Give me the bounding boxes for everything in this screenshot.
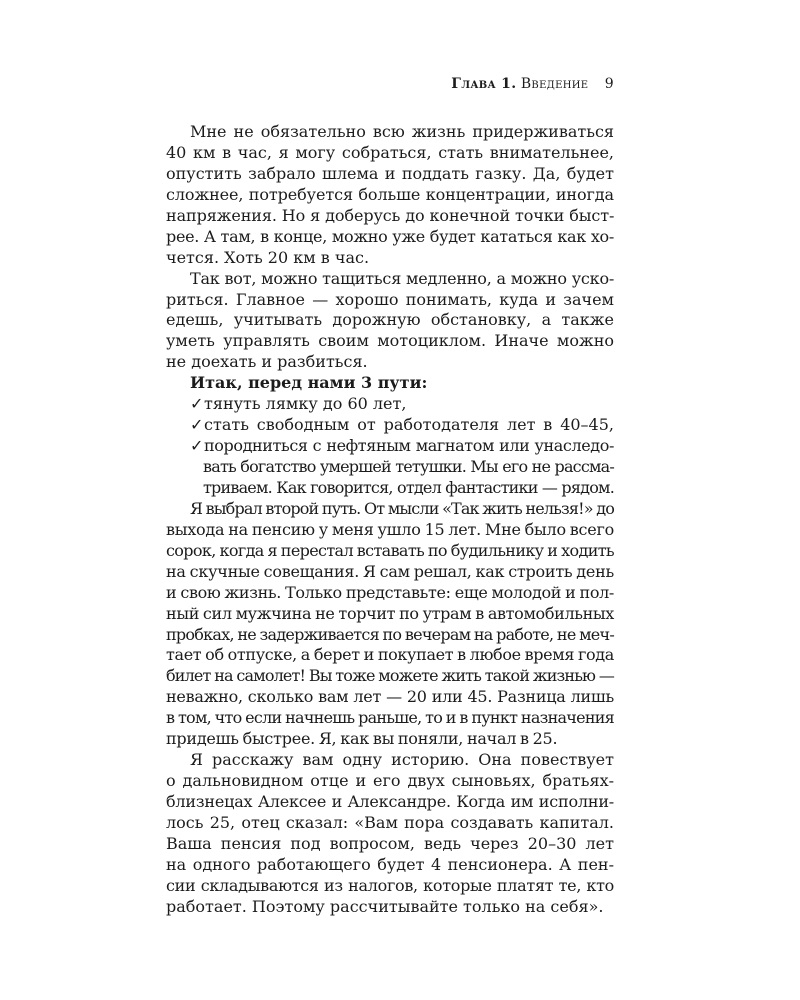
list-item-text: стать свободным от работодателя лет в 40–45,: [204, 415, 614, 435]
body-text: [166, 122, 614, 918]
text-line: Я расскажу вам одну историю. Она повествует: [190, 750, 614, 770]
text-line: неважно, сколько вам лет — 20 или 45. Разница лишь: [166, 687, 614, 707]
text-line: выхода на пенсию у меня ушло 15 лет. Мне было всего: [166, 519, 614, 539]
text-line: о дальновидном отце и его двух сыновьях, братьях-: [166, 771, 614, 791]
checkmark-icon: ✓: [190, 415, 204, 435]
text-line: близнецах Алексее и Александре. Когда им исполни-: [166, 792, 614, 811]
text-line: не доехать и разбиться.: [166, 352, 368, 372]
text-line: придешь быстрее. Я, как вы поняли, начал в 25.: [166, 729, 558, 749]
text-line: тает об отпуске, а берет и покупает в любое время года: [166, 645, 614, 665]
text-line: на скучные совещания. Я сам решал, как строить день: [166, 561, 614, 581]
running-header: [420, 76, 614, 92]
chapter-label: Глава 1.: [451, 76, 517, 92]
text-line: лось 25, отец сказал: «Вам пора создавать капитал.: [166, 812, 614, 832]
list-item-text: тянуть лямку до 60 лет,: [204, 394, 407, 414]
text-line: чется. Хоть 20 км в час.: [166, 247, 370, 267]
text-line: пробках, не задерживается по вечерам на работе, не меч-: [166, 624, 614, 644]
list-item: [166, 415, 614, 436]
text-line: сии складываются из налогов, которые платят те, кто: [166, 875, 614, 895]
text-line: работает. Поэтому рассчитывайте только на себя».: [166, 896, 604, 916]
text-line: ный сил мужчина не торчит по утрам в автомобильных: [166, 603, 614, 623]
text-line: уметь управлять своим мотоциклом. Иначе можно: [166, 331, 614, 351]
list-heading: Итак, перед нами 3 пути:: [190, 373, 428, 393]
text-line: 40 км в час, я могу собраться, стать внимательнее,: [166, 142, 614, 162]
text-line: Ваша пенсия под вопросом, ведь через 20–30 лет: [166, 833, 614, 853]
list-item: [166, 394, 614, 415]
list-item: [166, 436, 614, 457]
list-item-continuation: триваем. Как говорится, отдел фантастики — рядом.: [203, 477, 614, 497]
page-number: 9: [604, 76, 614, 92]
text-line: напряжения. Но я доберусь до конечной точки быст-: [166, 205, 615, 225]
list-item-continuation: вать богатство умершей тетушки. Мы его не рассма-: [203, 457, 614, 476]
text-line: едешь, учитывать дорожную обстановку, а также: [166, 310, 614, 330]
text-line: рее. А там, в конце, можно уже будет кататься как хо-: [166, 226, 614, 246]
text-line: в том, что если начнешь раньше, то и в пункт назначения: [166, 708, 614, 728]
text-line: риться. Главное — хорошо понимать, куда и зачем: [166, 289, 614, 309]
list-item-text: породниться с нефтяным магнатом или унаследо-: [204, 436, 614, 456]
text-line: Так вот, можно тащиться медленно, а можно уско-: [190, 268, 615, 288]
chapter-title: Введение: [520, 76, 589, 92]
text-line: сорок, когда я перестал вставать по будильнику и ходить: [166, 540, 614, 560]
text-line: Я выбрал второй путь. От мысли «Так жить нельзя!» до: [190, 498, 614, 518]
text-line: Мне не обязательно всю жизнь придерживаться: [190, 122, 614, 141]
text-line: сложнее, потребуется больше концентрации, иногда: [166, 184, 614, 204]
text-line: и свою жизнь. Только представьте: еще молодой и пол-: [166, 582, 614, 602]
text-line: опустить забрало шлема и поддать газку. Да, будет: [166, 163, 614, 183]
text-line: билет на самолет! Вы тоже можете жить такой жизнью —: [166, 666, 614, 686]
text-line: на одного работающего будет 4 пенсионера. А пен-: [166, 854, 614, 874]
checkmark-icon: ✓: [190, 394, 204, 414]
checkmark-icon: ✓: [190, 436, 204, 456]
